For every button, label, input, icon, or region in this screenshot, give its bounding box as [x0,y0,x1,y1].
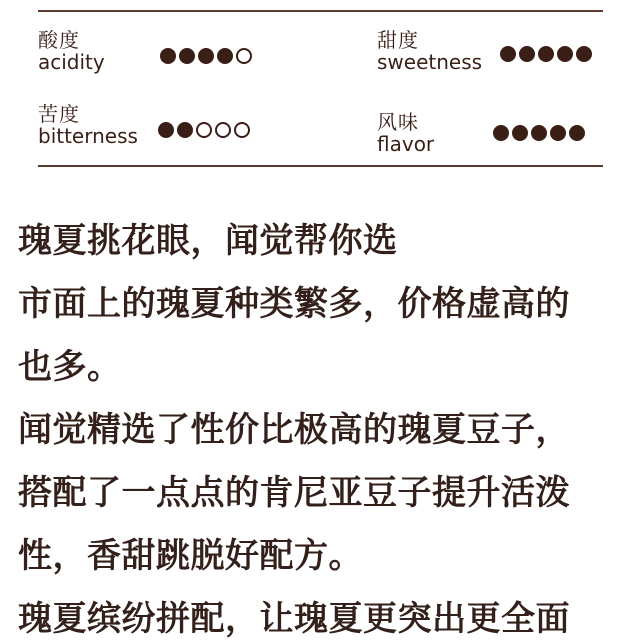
rating-dots-flavor [493,125,585,141]
text-line: 瑰夏挑花眼，闻觉帮你选 [18,221,398,261]
text-line: 性，香甜跳脱好配方。 [18,536,363,576]
filled-dot-icon [550,125,566,141]
attribute-label-acidity [38,30,105,72]
attribute-label-flavor [377,112,434,154]
filled-dot-icon [217,48,233,64]
filled-dot-icon [557,46,573,62]
attribute-zh: 甜度 [377,28,419,52]
filled-dot-icon [512,125,528,141]
filled-dot-icon [493,125,509,141]
text-line: 瑰夏缤纷拼配，让瑰夏更突出更全面 [18,599,570,639]
rating-dots-sweetness [500,46,592,62]
attribute-zh: 苦度 [38,102,80,126]
filled-dot-icon [198,48,214,64]
empty-dot-icon [215,122,231,138]
filled-dot-icon [160,48,176,64]
empty-dot-icon [196,122,212,138]
filled-dot-icon [519,46,535,62]
filled-dot-icon [500,46,516,62]
text-line: 闻觉精选了性价比极高的瑰夏豆子， [18,410,570,450]
filled-dot-icon [179,48,195,64]
filled-dot-icon [569,125,585,141]
attribute-zh: 风味 [377,110,419,134]
empty-dot-icon [234,122,250,138]
attribute-en: acidity [38,50,105,74]
rating-dots-acidity [160,48,252,64]
text-line: 市面上的瑰夏种类繁多，价格虚高的 [18,284,570,324]
attribute-zh: 酸度 [38,28,80,52]
text-line: 搭配了一点点的肯尼亚豆子提升活泼 [18,473,570,513]
filled-dot-icon [177,122,193,138]
empty-dot-icon [236,48,252,64]
attribute-label-sweetness [377,30,482,72]
filled-dot-icon [538,46,554,62]
filled-dot-icon [576,46,592,62]
text-line: 也多。 [18,347,122,387]
attribute-en: flavor [377,132,435,156]
filled-dot-icon [531,125,547,141]
top-divider [38,10,603,12]
filled-dot-icon [158,122,174,138]
bottom-divider [38,165,603,167]
attribute-label-bitterness [38,104,138,146]
rating-dots-bitterness [158,122,250,138]
attribute-en: sweetness [377,50,483,74]
attribute-en: bitterness [38,124,138,148]
